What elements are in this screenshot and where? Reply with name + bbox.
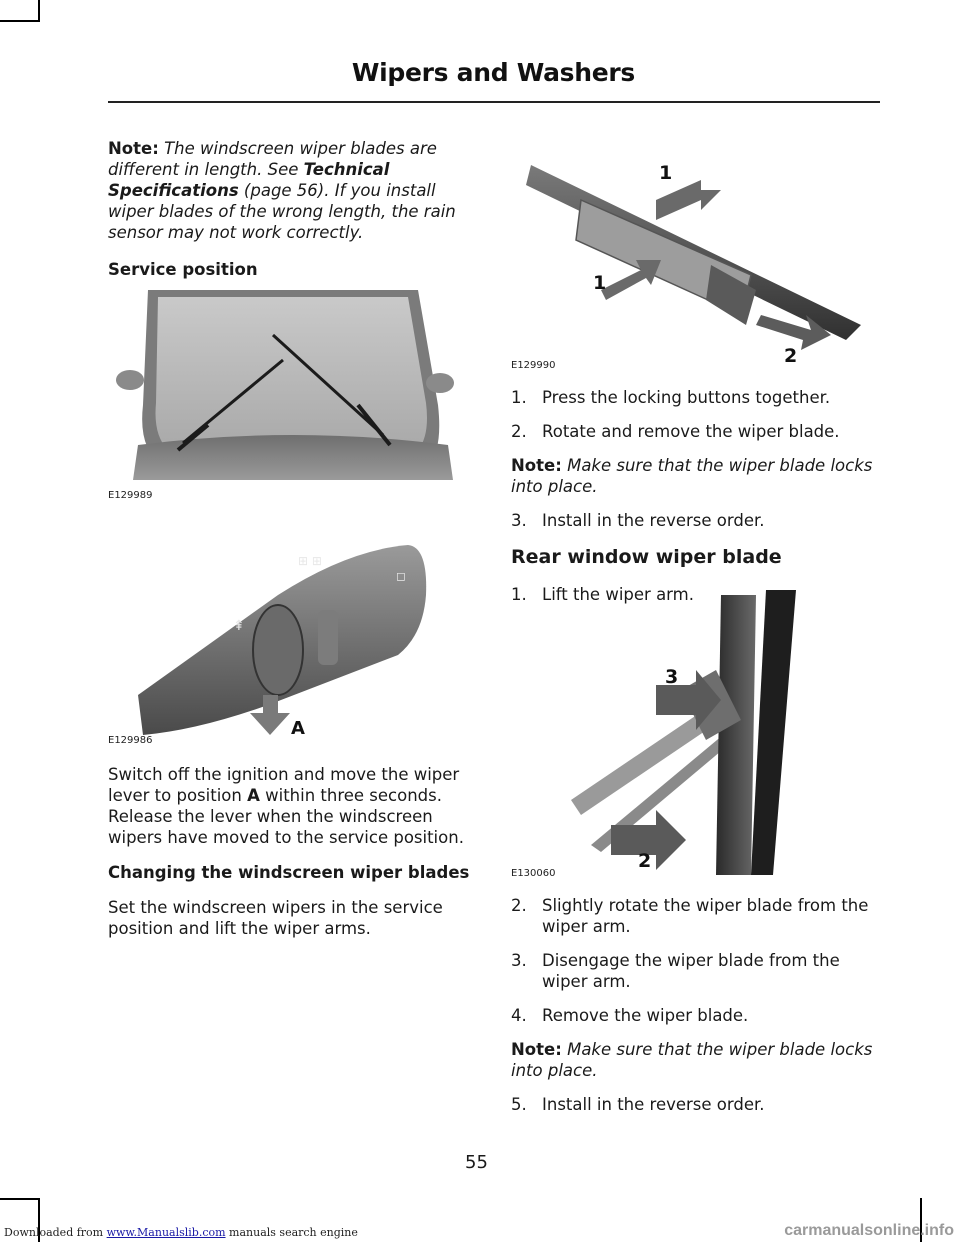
wiper-lever-figure xyxy=(108,535,478,745)
svg-text:⊞ ⊞: ⊞ ⊞ xyxy=(298,554,322,568)
note-text: Make sure that the wiper blade locks into place. xyxy=(511,1040,873,1080)
list-text: Press the locking buttons together. xyxy=(542,388,831,407)
list-item xyxy=(511,387,881,408)
list-text: Slightly rotate the wiper blade from the wiper arm. xyxy=(542,896,869,936)
figure-code: E129989 xyxy=(108,490,153,501)
list-number: 2. xyxy=(511,896,527,915)
page-title: Wipers and Washers xyxy=(351,58,635,87)
svg-text:⇞: ⇞ xyxy=(233,618,245,634)
figure-code: E129990 xyxy=(511,360,556,371)
figure-code: E130060 xyxy=(511,868,556,879)
right-column-upper xyxy=(511,387,881,605)
windscreen-figure xyxy=(108,285,478,505)
left-column xyxy=(108,138,478,280)
list-item xyxy=(511,510,881,531)
wiper-blade-release-illustration xyxy=(511,140,881,375)
svg-text:◻: ◻ xyxy=(396,569,406,583)
footer-prefix: Downloaded from xyxy=(4,1226,107,1239)
list-text: Install in the reverse order. xyxy=(542,1095,765,1114)
note-text: Make sure that the wiper blade locks into place. xyxy=(511,456,873,496)
list-text: Rotate and remove the wiper blade. xyxy=(542,422,840,441)
callout-2: 2 xyxy=(638,850,652,872)
switch-position-a: A xyxy=(247,786,260,805)
note-label: Note: xyxy=(511,1040,562,1059)
list-number: 3. xyxy=(511,511,527,530)
download-footer xyxy=(4,1226,358,1239)
list-number: 3. xyxy=(511,951,527,970)
note-paragraph xyxy=(108,138,478,243)
note-label: Note: xyxy=(511,456,562,475)
callout-1-bottom: 1 xyxy=(593,272,607,294)
callout-1-top: 1 xyxy=(659,162,673,184)
list-text: Install in the reverse order. xyxy=(542,511,765,530)
callout-2: 2 xyxy=(784,345,798,367)
crop-mark xyxy=(0,1198,38,1200)
technical-specifications-link[interactable]: Technical Specifications xyxy=(108,160,390,200)
right-column-lower xyxy=(511,895,881,1115)
list-item xyxy=(511,895,881,937)
windscreen-illustration xyxy=(108,285,478,505)
list-number: 1. xyxy=(511,585,527,604)
manualslib-link[interactable]: www.Manualslib.com xyxy=(106,1226,226,1239)
position-a-label: A xyxy=(291,718,305,739)
list-number: 5. xyxy=(511,1095,527,1114)
watermark: carmanualsonline.info xyxy=(784,1222,954,1239)
header-divider xyxy=(108,101,880,103)
rear-wiper-figure xyxy=(511,590,881,880)
list-item xyxy=(511,1094,881,1115)
rear-wiper-heading: Rear window wiper blade xyxy=(511,546,782,568)
switch-text-continued: within three seconds. Release the lever when the windscreen wipers have moved to the service position. xyxy=(108,786,464,847)
left-column-lower xyxy=(108,764,478,939)
crop-mark xyxy=(0,20,38,22)
note-label: Note: xyxy=(108,139,159,158)
figure-code: E129986 xyxy=(108,735,153,746)
rear-wiper-illustration xyxy=(511,590,881,880)
changing-blades-heading: Changing the windscreen wiper blades xyxy=(108,863,470,882)
list-item xyxy=(511,950,881,992)
footer-suffix: manuals search engine xyxy=(225,1226,358,1239)
list-item xyxy=(511,1005,881,1026)
wiper-blade-release-figure xyxy=(511,140,881,375)
service-position-heading: Service position xyxy=(108,260,258,279)
crop-mark xyxy=(38,0,40,22)
note-paragraph xyxy=(511,1039,881,1081)
list-text: Disengage the wiper blade from the wiper arm. xyxy=(542,951,840,991)
callout-3: 3 xyxy=(665,666,679,688)
note-text: The windscreen wiper blades are different in length. See xyxy=(108,139,437,179)
list-text: Remove the wiper blade. xyxy=(542,1006,749,1025)
switch-instruction xyxy=(108,764,478,848)
list-number: 2. xyxy=(511,422,527,441)
list-item xyxy=(511,421,881,442)
note-text-continued: (page 56). If you install wiper blades of the wrong length, the rain sensor may not work correctly. xyxy=(108,181,456,242)
list-number: 4. xyxy=(511,1006,527,1025)
note-paragraph xyxy=(511,455,881,497)
changing-blades-text: Set the windscreen wipers in the service position and lift the wiper arms. xyxy=(108,898,443,938)
list-text: Lift the wiper arm. xyxy=(542,585,694,604)
list-number: 1. xyxy=(511,388,527,407)
wiper-lever-illustration xyxy=(108,535,478,745)
switch-text: Switch off the ignition and move the wiper lever to position xyxy=(108,765,460,805)
page-number: 55 xyxy=(465,1152,488,1173)
